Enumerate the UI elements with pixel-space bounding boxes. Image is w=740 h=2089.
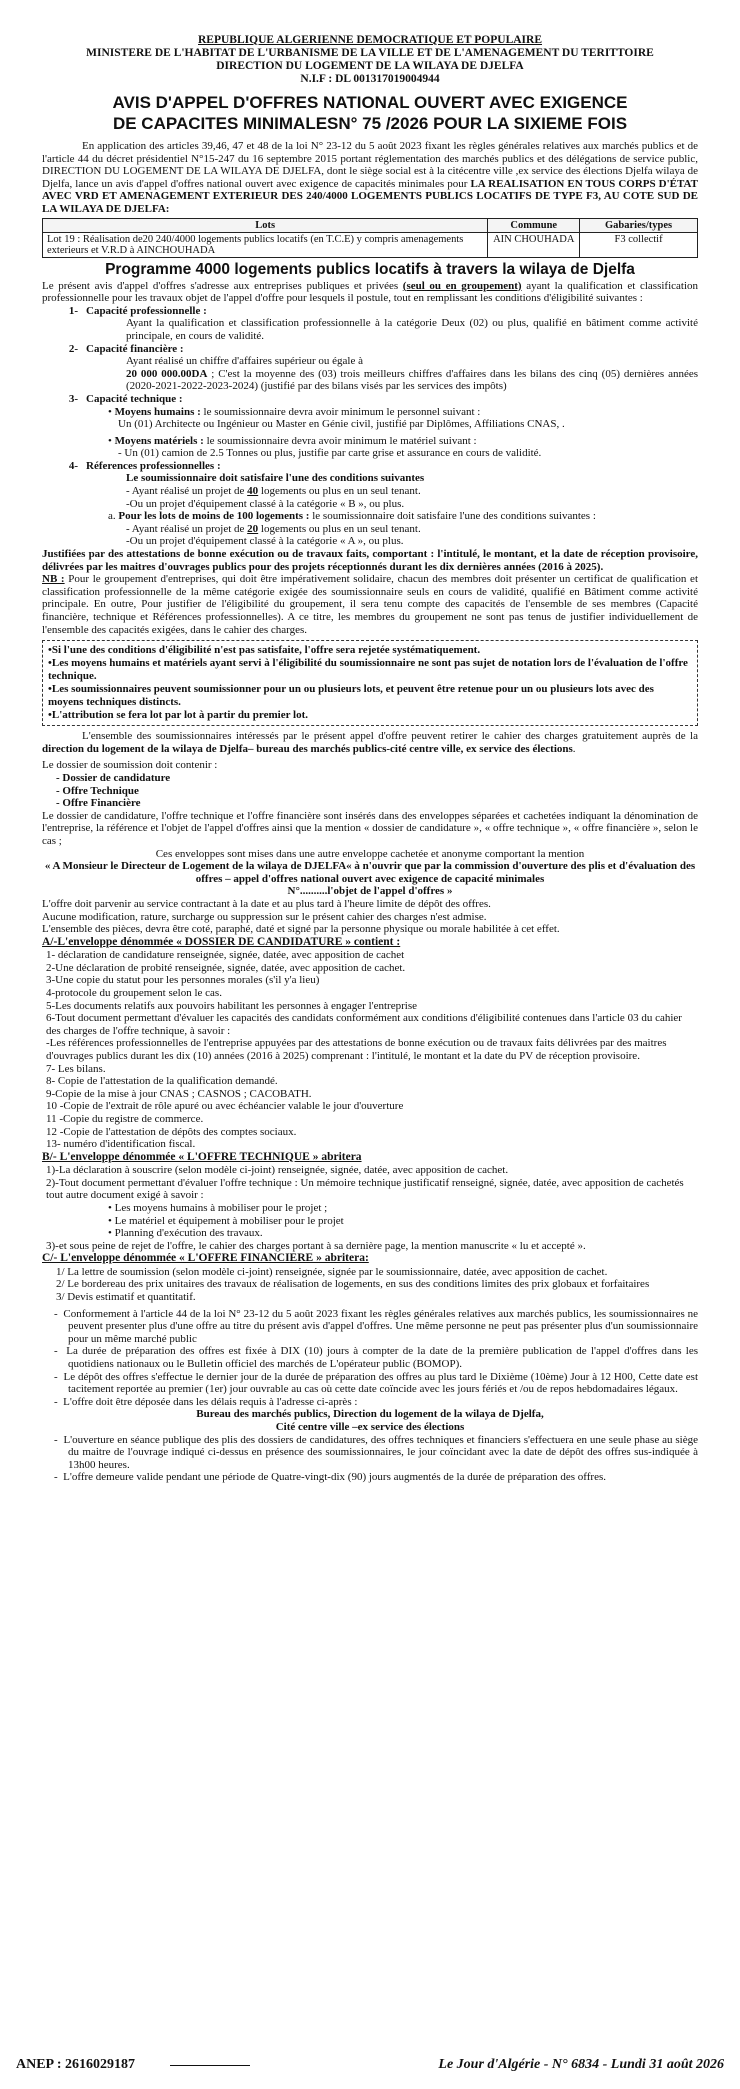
list-item: • Le matériel et équipement à mobiliser pour le projet — [108, 1214, 344, 1227]
lot-description: Lot 19 : Réalisation de20 240/4000 logements publics locatifs (en T.C.E) y compris amenagements exterieurs et V.R.D à AINCHOUHADA — [43, 232, 488, 257]
dossier-text: Le dossier de candidature, l'offre technique et l'offre financière sont insérés dans des enveloppes séparées et cachetées indiquant la dénomination de l'entreprise, la référence et l'objet de l'appel d'offres ainsi que la mention « dossier de candidature », « offre technique », « offre financière », selon le cas ; — [42, 809, 698, 847]
intro-text: En application des articles 39,46, 47 et 48 de la loi N° 23-12 du 5 août 2023 fixant les règles générales relatives aux marchés publics et de l'article 44 du décret présidentiel N°15-247 du 16 septembre 2015 portant réglementation des marchés publics et des délégations de service public, DIRECTION DU LOGEMENT DE LA WILAYA DE DJELFA, dont le siège social est à la citécentre ville ,ex service des élections Djelfa wilaya de Djelfa, lance un avis d'appel d'offres national ouvert avec exigence de capacités minimales pour — [42, 140, 698, 190]
ref-condition-b-items — [42, 523, 698, 548]
list-item — [42, 305, 698, 318]
address-line-2: Cité centre ville –ex service des élections — [275, 1420, 465, 1433]
item-title: Réferences professionnelles : — [86, 459, 221, 472]
ref-b1-post: logements ou plus en un seul tenant. — [258, 522, 421, 535]
final-text: L'offre demeure valide pendant une période de Quatre-vingt-dix (90) jours augmentés de la durée de préparation des offres. — [63, 1471, 606, 1484]
section-b-title: B/- L'enveloppe dénommée « L'OFFRE TECHNIQUE » abritera — [42, 1150, 362, 1163]
dossier-item: Offre Financière — [62, 797, 141, 810]
lots-header-lots: Lots — [43, 218, 488, 232]
eligibility-intro-a: Le présent avis d'appel d'offres s'adresse aux entreprises publiques et privées — [42, 279, 403, 292]
ref-b2: -Ou un projet d'équipement classé à la catégorie « A », ou plus. — [126, 535, 404, 548]
bullet-text: Les moyens humains à mobiliser pour le projet ; — [114, 1201, 328, 1214]
item-title: Capacité professionnelle : — [86, 304, 207, 317]
box-line: •Les soumissionnaires peuvent soumissionner pour un ou plusieurs lots, et peuvent être retenue pour un ou plusieurs lots avec des moyens techniques distincts. — [48, 683, 654, 709]
final-text: Le dépôt des offres s'effectue le dernier jour de la durée de préparation des offres au plus tard le Dixième (10ème) Jour à 12 H00, Cette date est tacitement reportée au premier (1er) jour ouvrable au cas où cette date coïncide avec les jours fériés et /ou de repos hebdomadaires légaux. — [63, 1370, 699, 1396]
list-item: 1- déclaration de candidature renseignée, signée, datée, avec apposition de cachet — [46, 949, 405, 962]
dossier-intro: Le dossier de soumission doit contenir : — [42, 759, 218, 772]
list-item: - La durée de préparation des offres est fixée à DIX (10) jours à compter de la date de la première publication de l'appel d'offres dans les quotidiens nationaux ou le Bulletin officiel des marchés de L'opérateur public (BOMOP). — [54, 1345, 698, 1370]
delai-text: L'offre doit parvenir au service contractant à la date et au plus tard à l'heure limite de dépôt des offres. — [42, 897, 491, 910]
financial-amount: 20 000 000.00DA — [126, 367, 208, 380]
box-line: •Les moyens humains et matériels ayant servi à l'éligibilité du soumissionnaire ne sont pas sujet de notation lors de l'évaluation de l'offre technique. — [48, 657, 688, 683]
enveloppe-line-3: N°..........l'objet de l'appel d'offres » — [287, 885, 453, 898]
dossier-item: Dossier de candidature — [62, 771, 171, 784]
paraphe-text: L'ensemble des pièces, devra être coté, paraphé, daté et signé par la personne physique ou morale habilitée à cet effet. — [42, 923, 560, 936]
list-item — [42, 393, 698, 406]
list-item: 1/ La lettre de soumission (selon modèle ci-joint) renseignée, signée par le soumissionnaire, datée, avec apposition de cachet. — [56, 1265, 608, 1278]
retrait-c: . — [572, 742, 576, 755]
list-item: - Offre Financière — [56, 797, 141, 810]
footer-divider — [170, 2065, 250, 2066]
list-item: 4-protocole du groupement selon le cas. — [46, 986, 222, 999]
bullet-text: Planning d'exécution des travaux. — [114, 1227, 263, 1240]
capacity-financial-text — [42, 355, 698, 393]
eligibility-intro-b: ayant la qualification et classification professionnelle pour les travaux objet de l'appel d'offre pour lesquels il postule, tout en remplissant les conditions d'éligibilité suivantes : — [42, 279, 699, 305]
title-line-2: DE CAPACITES MINIMALESN° 75 /2026 POUR LA SIXIEME FOIS — [112, 114, 628, 133]
header-nif: N.I.F : DL 001317019004944 — [300, 73, 440, 85]
capacity-professional-text: Ayant la qualification et classification professionnelle à la catégorie Deux (02) ou plus, qualifié en bâtiment comme activité principale, en cours de validité. — [126, 317, 698, 342]
list-item — [42, 460, 698, 473]
conditions-box — [42, 640, 698, 726]
table-row — [43, 232, 698, 257]
lots-table — [42, 218, 698, 258]
list-item: 13- numéro d'identification fiscal. — [46, 1138, 196, 1151]
list-item — [42, 343, 698, 356]
footer — [0, 2055, 740, 2079]
lot-commune: AIN CHOUHADA — [488, 232, 580, 257]
eligibility-intro-u: (seul ou en groupement) — [402, 279, 522, 292]
list-item: • Planning d'exécution des travaux. — [108, 1227, 263, 1240]
ref-a1-pre: - Ayant réalisé un projet de — [126, 485, 248, 498]
list-item: 8- Copie de l'attestation de la qualification demandé. — [46, 1075, 278, 1088]
section-c-title: C/- L'enveloppe dénommée « L'OFFRE FINANCIERE » abritera: — [42, 1252, 369, 1265]
nb-text: Pour le groupement d'entreprises, qui doit être impérativement solidaire, chacun des membres doit présenter un certificat de qualification et classification professionnelle de la même catégorie exigée des soumissionnaire seuls en cours de validité, qualifié en Bâtiment comme activité principale. En outre, Pour justifier de l'éligibilité du groupement, il sera tenu compte des capacités de l'ensemble de ses membres (Capacité financière, technique et Références professionnelles). A ce titre, les membres du groupement ne sont pas tenus de justifier individuellement de l'ensemble des capacités exigées, dans le cahier des charges. — [42, 573, 698, 636]
publication-info: Le Jour d'Algérie - N° 6834 - Lundi 31 août 2026 — [438, 2057, 724, 2072]
item-number: 3- — [68, 392, 78, 405]
nb-label: NB : — [42, 573, 65, 586]
ref-condition-b: a. Pour les lots de moins de 100 logements : le soumissionnaire doit satisfaire l'une des conditions suivantes : — [108, 510, 596, 523]
notice-title — [42, 92, 698, 134]
list-item: 9-Copie de la mise à jour CNAS ; CASNOS ; CACOBATH. — [46, 1087, 312, 1100]
ref-b-pre: Pour les lots de moins de 100 logements : — [118, 510, 313, 523]
nb-paragraph — [42, 573, 698, 636]
list-item: 2)-Tout document permettant d'évaluer l'offre technique : Un mémoire technique justificatif renseigné, signée, datée, avec apposition de cachetés tout autre document exigé à savoir : — [46, 1176, 684, 1202]
retrait-b: direction du logement de la wilaya de Djelfa– bureau des marchés publics-cité centre ville, ex service des élections — [42, 742, 573, 755]
ref-a-text: Le soumissionnaire doit satisfaire l'une des conditions suivantes — [126, 472, 425, 485]
list-item: - Offre Technique — [56, 784, 139, 797]
list-item: - Dossier de candidature — [56, 771, 171, 784]
enveloppe-line-1: Ces enveloppes sont mises dans une autre enveloppe cachetée et anonyme comportant la mention — [155, 847, 585, 860]
lots-header-commune: Commune — [488, 218, 580, 232]
item-title: Capacité financière : — [86, 342, 184, 355]
list-item: 3-Une copie du statut pour les personnes morales (s'il y'a lieu) — [46, 974, 320, 987]
list-item: - Le dépôt des offres s'effectue le dernier jour de la durée de préparation des offres au plus tard le Dixième (10ème) Jour à 12 H00, Cette date est tacitement reportée au premier (1er) jour ouvrable au cas où cette date coïncide avec les jours fériés et /ou de repos hebdomadaires légaux. — [54, 1370, 699, 1396]
box-line: •Si l'une des conditions d'éligibilité n'est pas satisfaite, l'offre sera rejetée systématiquement. — [48, 644, 481, 657]
moyens-humains-title: Moyens humains : — [114, 405, 201, 418]
item-number: 2- — [68, 342, 78, 355]
list-item: 7- Les bilans. — [46, 1062, 106, 1075]
moyens-humains: • Moyens humains : le soumissionnaire devra avoir minimum le personnel suivant : — [108, 405, 481, 418]
moyens-materiels-text: le soumissionnaire devra avoir minimum le matériel suivant : — [203, 434, 477, 447]
final-text: La durée de préparation des offres est fixée à DIX (10) jours à compter de la date de la première publication de l'appel d'offres dans les quotidiens nationaux ou le Bulletin officiel des marchés de L'opérateur public (BOMOP). — [66, 1345, 698, 1370]
final-text: L'offre doit être déposée dans les délais requis à l'adresse ci-après : — [63, 1395, 358, 1408]
list-item: - L'offre demeure valide pendant une période de Quatre-vingt-dix (90) jours augmentés de la durée de préparation des offres. — [54, 1471, 606, 1484]
intro-object: LA REALISATION EN TOUS CORPS D'ÉTAT AVEC VRD ET AMENAGEMENT EXTERIEUR DES 240/4000 LOGEMENTS PUBLICS LOCATIFS DE TYPE F3, AU COTE SUD DE LA WILAYA DE DJELFA: — [42, 177, 698, 215]
eligibility-intro — [42, 280, 698, 305]
ref-b1-num: 20 — [247, 522, 259, 535]
list-item: 11 -Copie du registre de commerce. — [46, 1112, 204, 1125]
item-number: 1- — [68, 304, 78, 317]
moyens-materiels-title: Moyens matériels : — [114, 434, 204, 447]
list-item: 3/ Devis estimatif et quantitatif. — [56, 1291, 196, 1304]
header-direction: DIRECTION DU LOGEMENT DE LA WILAYA DE DJELFA — [216, 60, 524, 72]
list-item: • Les moyens humains à mobiliser pour le projet ; — [108, 1201, 328, 1214]
justification-text: Justifiées par des attestations de bonne exécution ou de travaux faits, comportant : l'intitulé, le montant, et la date de réception provisoire, délivrées par les maitres d'ouvrages publics pour des projets réceptionnés durant les dix dernières années (2016 à 2025). — [42, 548, 698, 573]
list-item: 2/ Le bordereau des prix unitaires des travaux de réalisation de logements, en sus des conditions limites des prix globaux et forfaitaires — [56, 1278, 650, 1291]
box-line: •L'attribution se fera lot par lot à partir du premier lot. — [48, 709, 308, 722]
list-item: 2-Une déclaration de probité renseignée, signée, datée, avec apposition de cachet. — [46, 961, 406, 974]
enveloppe-line-2: « A Monsieur le Directeur de Logement de la wilaya de DJELFA« à n'ouvrir que par la commission d'ouverture des plis et d'évaluation des offres – appel d'offres national ouvert avec exigence de capacité minimales — [44, 860, 696, 885]
section-a-title: A/-L'enveloppe dénommée « DOSSIER DE CANDIDATURE » contient : — [42, 935, 401, 948]
moyens-materiels: • Moyens matériels : le soumissionnaire devra avoir minimum le matériel suivant : — [108, 434, 477, 447]
header-ministry: MINISTERE DE L'HABITAT DE L'URBANISME DE LA VILLE ET DE L'AMENAGEMENT DU TERITTOIRE — [86, 47, 654, 59]
ref-condition-a — [42, 472, 698, 510]
notice-page — [42, 34, 698, 1484]
final-text: L'ouverture en séance publique des plis des dossiers de candidatures, des offres techniques et financiers s'effectuera en une seule phase au siège du maitre de l'ouvrage indiqué ci-dessus en présence des soumissionnaires, le jour coïncidant avec la date de dépôt des offres sus-indiquée à 13h00 heures. — [63, 1433, 698, 1471]
lot-type: F3 collectif — [580, 232, 698, 257]
dossier-item: Offre Technique — [62, 784, 139, 797]
list-item: 10 -Copie de l'extrait de rôle apuré ou avec échéancier valable le jour d'ouverture — [46, 1100, 404, 1113]
list-item: 5-Les documents relatifs aux pouvoirs habilitant les personnes à engager l'entreprise — [46, 999, 417, 1012]
list-item: - L'ouverture en séance publique des plis des dossiers de candidatures, des offres techniques et financiers s'effectuera en une seule phase au siège du maitre de l'ouvrage indiqué ci-dessus en présence des soumissionnaires, le jour coïncidant avec la date de dépôt des offres sus-indiquée à 13h00 heures. — [54, 1433, 698, 1471]
list-item: 3)-et sous peine de rejet de l'offre, le cahier des charges portant à sa dernière page, la mention manuscrite « lu et accepté ». — [46, 1239, 586, 1252]
lots-header-type: Gabaries/types — [580, 218, 698, 232]
bullet-text: Le matériel et équipement à mobiliser pour le projet — [114, 1214, 344, 1227]
list-item: 1)-La déclaration à souscrire (selon modèle ci-joint) renseignée, signée, datée, avec apposition de cachet. — [46, 1164, 509, 1177]
retrait-paragraph — [42, 730, 698, 755]
modif-text: Aucune modification, rature, surcharge ou suppression sur le présent cahier des charges n'est admise. — [42, 910, 487, 923]
anep-reference: ANEP : 2616029187 — [16, 2057, 135, 2072]
intro-paragraph — [42, 140, 698, 216]
item-title: Capacité technique : — [86, 392, 183, 405]
ref-b1-pre: - Ayant réalisé un projet de — [126, 522, 248, 535]
item-number: 4- — [68, 459, 78, 472]
final-text: Conformement à l'article 44 de la loi N° 23-12 du 5 août 2023 fixant les règles générales relatives aux marchés publics, les soumissionnaires ne peuvent presenter plus d'une offre au titre du présent avis d'appel d'offres. Une même personne ne peut pas présenter plus d'un soumissionnaire pour un même marché public — [63, 1307, 698, 1345]
address-line-1: Bureau des marchés publics, Direction du logement de la wilaya de Djelfa, — [196, 1408, 544, 1421]
list-item: 12 -Copie de l'attestation de dépôts des comptes sociaux. — [46, 1125, 297, 1138]
list-item: 6-Tout document permettant d'évaluer les capacités des candidats conformément aux conditions d'éligibilité contenues dans l'article 03 du cahier des charges de l'offre technique, à savoir : — [46, 1012, 682, 1037]
programme-heading: Programme 4000 logements publics locatifs à travers la wilaya de Djelfa — [105, 260, 635, 278]
title-line-1: AVIS D'APPEL D'OFFRES NATIONAL OUVERT AVEC EXIGENCE — [112, 93, 628, 112]
retrait-a: L'ensemble des soumissionnaires intéressés par le présent appel d'offre peuvent retirer le cahier des charges gratuitement auprès de la — [82, 730, 698, 743]
list-item: - Conformement à l'article 44 de la loi N° 23-12 du 5 août 2023 fixant les règles générales relatives aux marchés publics, les soumissionnaires ne peuvent presenter plus d'une offre au titre du présent avis d'appel d'offres. Une même personne ne peut pas présenter plus d'un soumissionnaire pour un même marché public — [54, 1307, 698, 1345]
moyens-humains-text: le soumissionnaire devra avoir minimum le personnel suivant : — [200, 405, 481, 418]
list-item: -Les références professionnelles de l'entreprise appuyées par des attestations de bonne exécution ou de travaux faits délivrées par des maitres d'ouvrages publics durant les dix (10) années (2016 à 2025) comprenant : l'intitulé, le montant et la date du PV de réception provisoire. — [46, 1037, 667, 1062]
ref-a1-num: 40 — [247, 485, 259, 498]
financial-text-1: Ayant réalisé un chiffre d'affaires supérieur ou égale à — [126, 355, 363, 368]
header-republic: REPUBLIQUE ALGERIENNE DEMOCRATIQUE ET POPULAIRE — [198, 34, 542, 46]
moyens-materiels-detail: - Un (01) camion de 2.5 Tonnes ou plus, justifie par carte grise et assurance en cours de validité. — [118, 447, 542, 460]
ref-a1-post: logements ou plus en un seul tenant. — [258, 485, 421, 498]
financial-text-2: ; C'est la moyenne des (03) trois meilleurs chiffres d'affaires dans les bilans des cinq (05) dernières années (2020-2021-2022-2023-2024) (justifié par des bilans visés par les services des impôts) — [126, 367, 699, 393]
header — [42, 34, 698, 86]
ref-b-text: le soumissionnaire doit satisfaire l'une des conditions suivantes : — [312, 510, 596, 523]
ref-a2: -Ou un projet d'équipement classé à la catégorie « B », ou plus. — [126, 497, 405, 510]
moyens-humains-detail: Un (01) Architecte ou Ingénieur ou Master en Génie civil, justifié par Diplômes, Affiliations CNAS, . — [118, 418, 565, 431]
list-item: - L'offre doit être déposée dans les délais requis à l'adresse ci-après : — [54, 1395, 358, 1408]
